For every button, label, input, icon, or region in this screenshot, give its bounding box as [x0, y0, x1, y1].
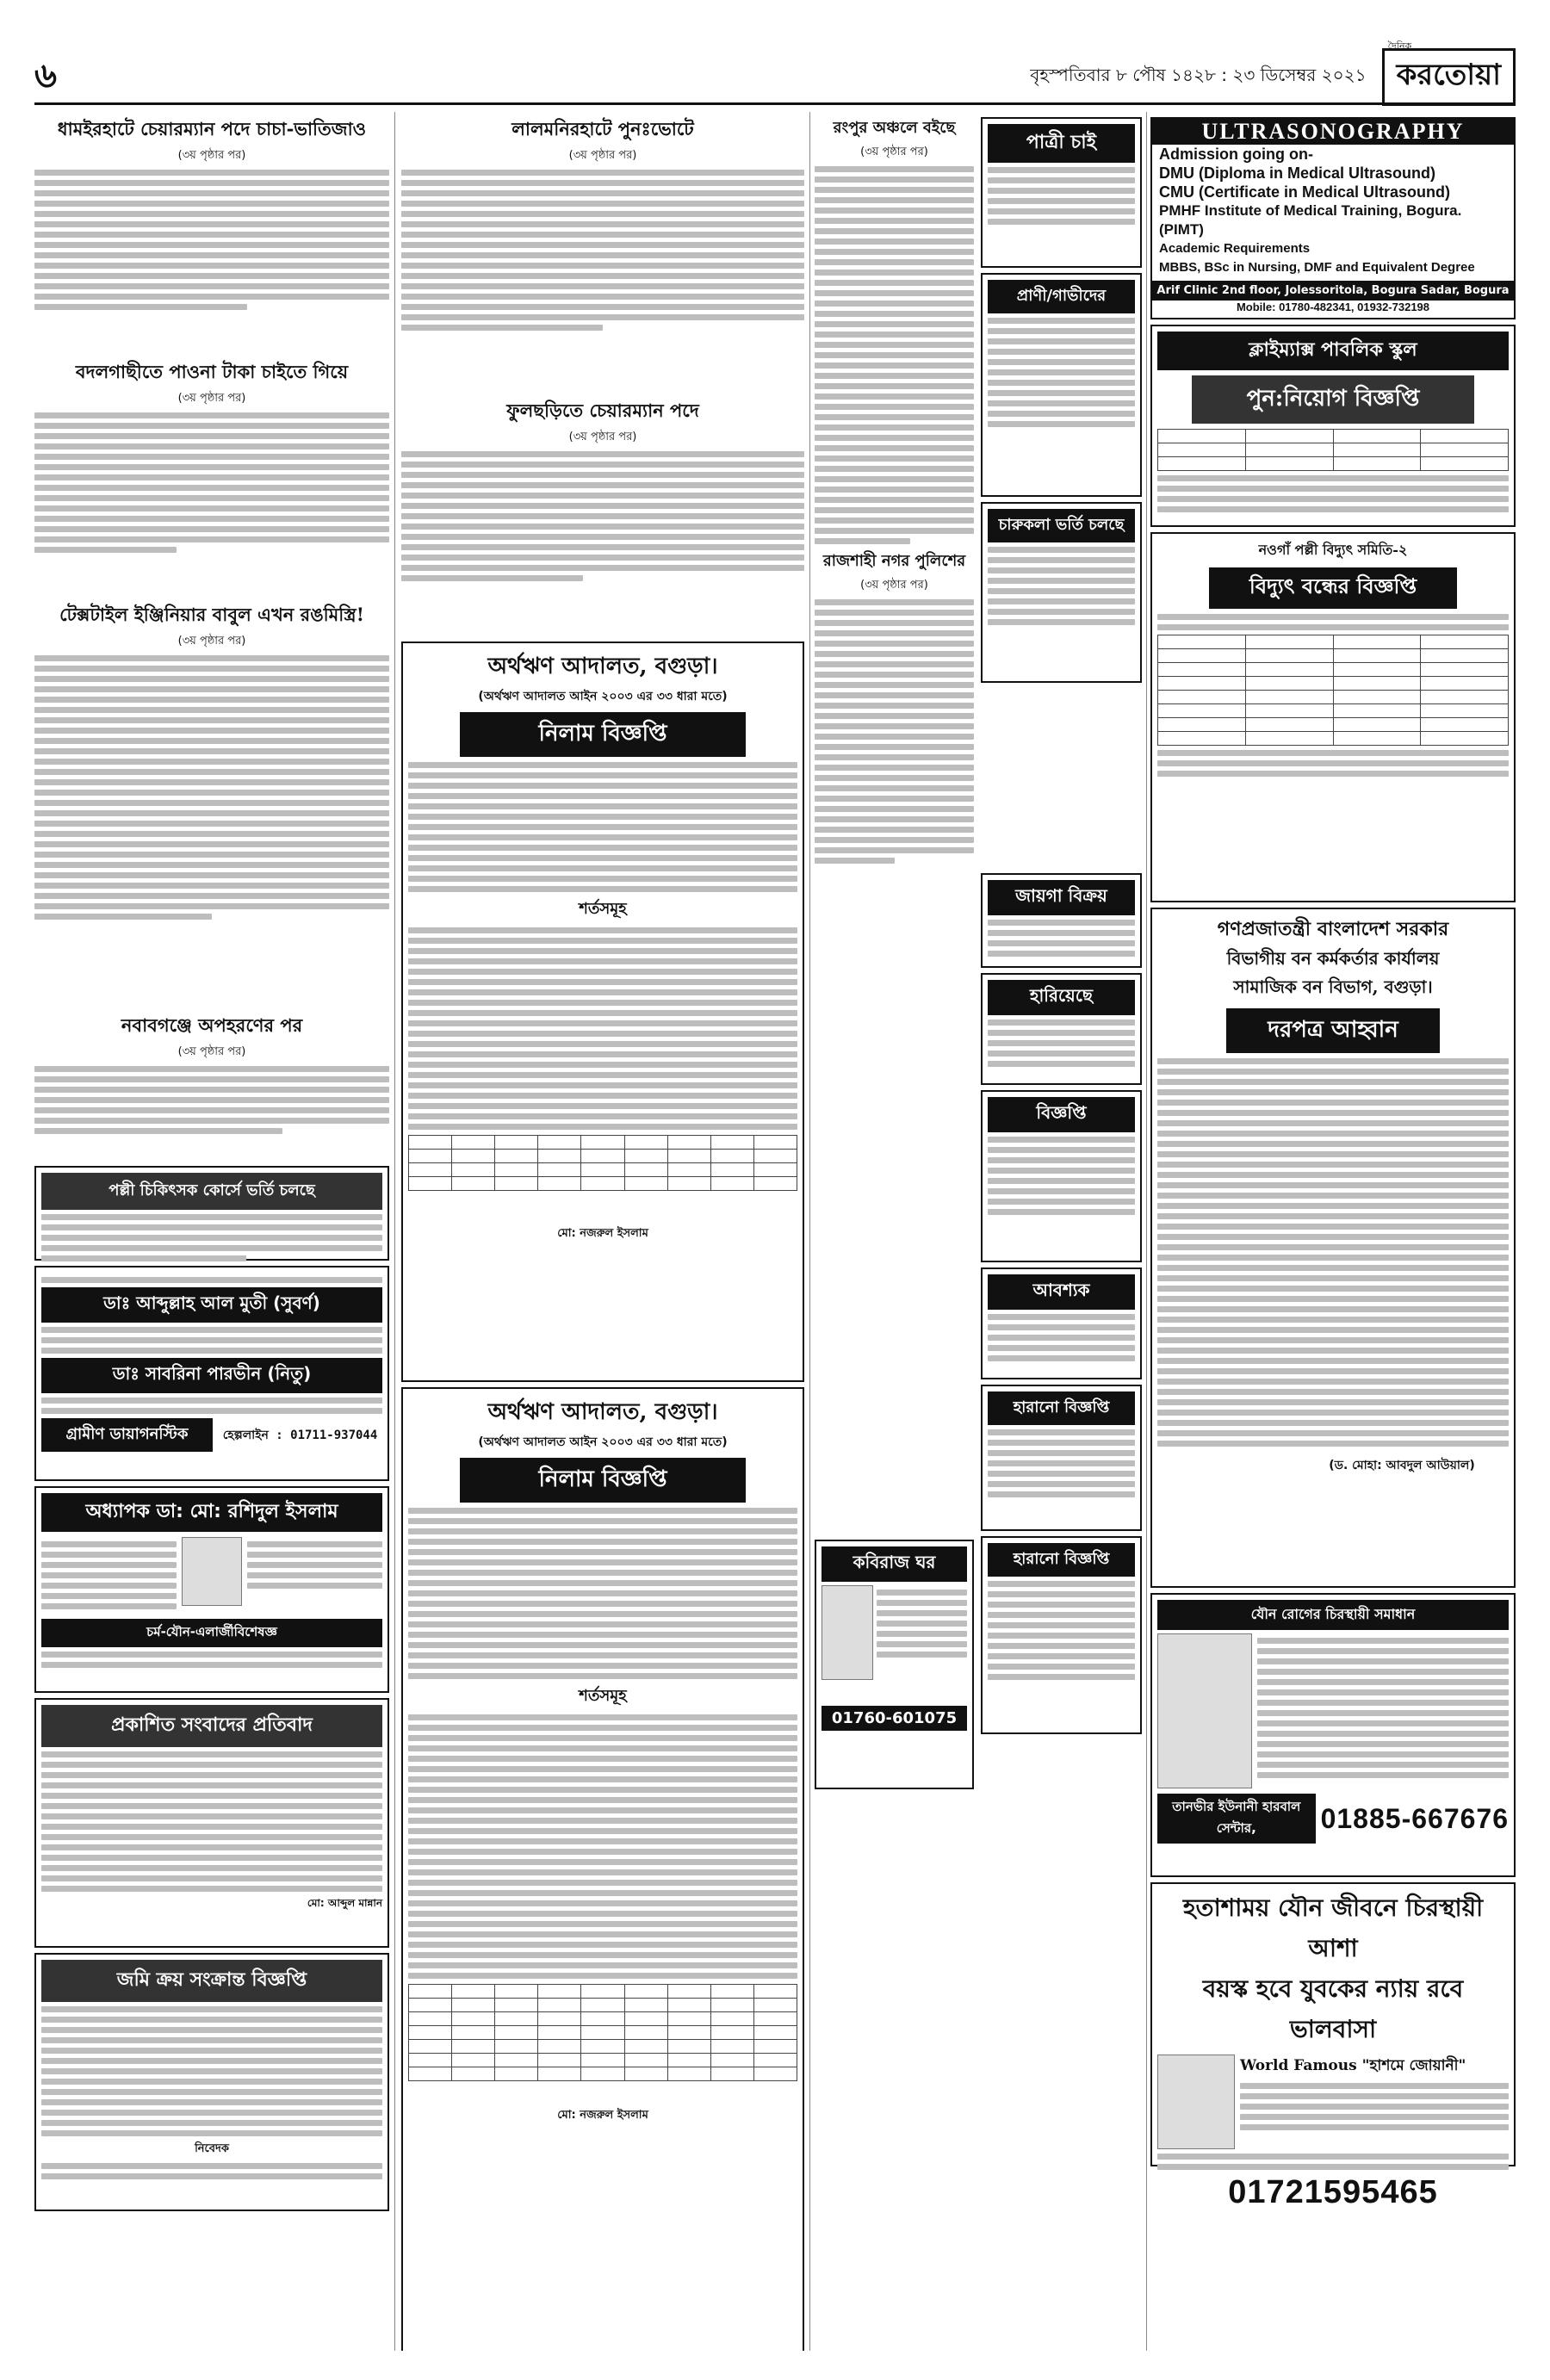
ad-course: পল্লী চিকিৎসক কোর্সে ভর্তি চলছে	[34, 1166, 389, 1261]
column-3: রংপুর অঞ্চলে বইছে (৩য় পৃষ্ঠার পর) রাজশাহী নগর পুলিশের (৩য় পৃষ্ঠার পর) পাত্রী চাই প্রাণী/গাভীদের চারুকলা ভর্তি চলছে কবিরাজ ঘর 01760-601075 জায়গা বিক্রয় হারিয়েছে বিজ্ঞপ্তি আবশ্যক হারানো বিজ্ঞপ্তি হারানো বিজ্ঞপ্তি	[815, 112, 1142, 2351]
auction-notice-1: অর্থঋণ আদালত, বগুড়া। (অর্থঋণ আদালত আইন ২০০৩ এর ৩৩ ধারা মতে) নিলাম বিজ্ঞপ্তি শর্তসমূহ মো: নজরুল ইসলাম	[401, 641, 804, 1382]
article-body	[34, 1066, 389, 1161]
auction-table	[408, 1984, 797, 2081]
article-headline: রাজশাহী নগর পুলিশের	[822, 552, 966, 570]
article-body	[34, 655, 389, 1008]
article-headline: বদলগাছীতে পাওনা টাকা চাইতে গিয়ে	[75, 361, 349, 382]
issue-date: বৃহস্পতিবার ৮ পৌষ ১৪২৮ : ২৩ ডিসেম্বর ২০২১	[1030, 65, 1367, 85]
article-body	[815, 166, 974, 544]
column-1	[34, 112, 389, 2351]
paper-logo: দৈনিক করতোয়া	[1382, 48, 1516, 106]
article-continuation: (৩য় পৃষ্ঠার পর)	[177, 1045, 246, 1058]
article-headline: লালমনিরহাটে পুনঃভোটে	[512, 118, 694, 139]
article-continuation: (৩য় পৃষ্ঠার পর)	[177, 149, 246, 162]
ad-herbal: যৌন রোগের চিরস্থায়ী সমাধান তানভীর ইউনানী হারবাল সেন্টার, 01885-667676	[1150, 1593, 1516, 1877]
ad-doctors: ডাঃ আব্দুল্লাহ আল মুতী (সুবর্ণ) ডাঃ সাবরিনা পারভীন (নিতু) গ্রামীণ ডায়াগনস্টিক হেল্পলাইন : 01711-937044	[34, 1266, 389, 1481]
ad-hashme-joani: হতাশাময় যৌন জীবনে চিরস্থায়ী আশা বয়স্ক হবে যুবকের ন্যায় রবে ভালবাসা World Famous "হাশমে জোয়ানী" 01721595465	[1150, 1882, 1516, 2166]
ad-professor: অধ্যাপক ডা: মো: রশিদুল ইসলাম চর্ম-যৌন-এলার্জীবিশেষজ্ঞ	[34, 1486, 389, 1693]
ad-power-outage: নওগাঁ পল্লী বিদ্যুৎ সমিতি-২ বিদ্যুৎ বন্ধের বিজ্ঞপ্তি	[1150, 532, 1516, 902]
ad-school-recruitment: ক্লাইম্যাক্স পাবলিক স্কুল পুন:নিয়োগ বিজ্ঞপ্তি	[1150, 325, 1516, 527]
ad-ultrasonography: ULTRASONOGRAPHY Admission going on- DMU (Diploma in Medical Ultrasound) CMU (Certificate in Medical Ultrasound) PMHF Institute of Medical Training, Bogura. (PIMT) Academic Requirements MBBS, BSc in Nursing, DMF and Equivalent Degree Arif Clinic 2nd floor, Jolessoritola, Bogura Sadar, Bogura Mobile: 01780-482341, 01932-732198	[1150, 117, 1516, 319]
ad-protest: প্রকাশিত সংবাদের প্রতিবাদ মো: আব্দুল মান্নান	[34, 1698, 389, 1948]
ad-land-sale: জায়গা বিক্রয়	[981, 873, 1142, 968]
article-headline: টেক্সটাইল ইঞ্জিনিয়ার বাবুল এখন রঙমিস্ত্রি!	[59, 604, 364, 625]
article-continuation: (৩য় পৃষ্ঠার পর)	[177, 635, 246, 648]
ad-land: জমি ক্রয় সংক্রান্ত বিজ্ঞপ্তি নিবেদক	[34, 1953, 389, 2211]
article-headline: ধামইরহাটে চেয়ারম্যান পদে চাচা-ভাতিজাও	[57, 118, 367, 139]
product-image	[1157, 1633, 1252, 1788]
ad-kobiraj: কবিরাজ ঘর 01760-601075	[815, 1540, 974, 1789]
auction-notice-2: অর্থঋণ আদালত, বগুড়া। (অর্থঋণ আদালত আইন ২০০৩ এর ৩৩ ধারা মতে) নিলাম বিজ্ঞপ্তি শর্তসমূহ মো: নজরুল ইসলাম	[401, 1387, 804, 2351]
auction-table	[408, 1135, 797, 1191]
ad-animal: প্রাণী/গাভীদের	[981, 273, 1142, 497]
ad-lost-notice-2: হারানো বিজ্ঞপ্তি	[981, 1536, 1142, 1734]
ad-notice: বিজ্ঞপ্তি	[981, 1090, 1142, 1262]
column-4	[1150, 112, 1516, 2351]
article-continuation: (৩য় পৃষ্ঠার পর)	[177, 392, 246, 405]
ad-wanted: আবশ্যক	[981, 1267, 1142, 1379]
article-body	[815, 599, 974, 864]
doctor-photo	[182, 1537, 242, 1606]
ad-lost: হারিয়েছে	[981, 973, 1142, 1085]
portrait-image	[1157, 2055, 1235, 2149]
article-body	[401, 451, 804, 636]
ad-lost-notice-1: হারানো বিজ্ঞপ্তি	[981, 1385, 1142, 1531]
article-body	[34, 412, 389, 598]
ad-bride-wanted: পাত্রী চাই	[981, 117, 1142, 268]
article-headline: ফুলছড়িতে চেয়ারম্যান পদে	[506, 400, 699, 421]
article-headline: রংপুর অঞ্চলে বইছে	[833, 119, 956, 137]
article-headline: নবাবগঞ্জে অপহরণের পর	[121, 1014, 303, 1036]
medicine-bottle-image	[822, 1585, 873, 1680]
article-body	[401, 170, 804, 394]
ad-forest-tender: গণপ্রজাতন্ত্রী বাংলাদেশ সরকার বিভাগীয় বন কর্মকর্তার কার্যালয় সামাজিক বন বিভাগ, বগুড়া। দরপত্র আহ্বান (ড. মোহা: আবদুল আউয়াল)	[1150, 908, 1516, 1588]
article-body	[34, 170, 389, 355]
masthead	[34, 40, 1516, 105]
ad-art-admission: চারুকলা ভর্তি চলছে	[981, 502, 1142, 683]
column-2: লালমনিরহাটে পুনঃভোটে (৩য় পৃষ্ঠার পর) ফুলছড়িতে চেয়ারম্যান পদে (৩য় পৃষ্ঠার পর) অর্থঋণ আদালত, বগুড়া। (অর্থঋণ আদালত আইন ২০০৩ এর ৩৩ ধারা মতে) নিলাম বিজ্ঞপ্তি শর্তসমূহ মো: নজরুল ইসলাম অর্থঋণ আদালত, বগুড়া। (অর্থঋণ আদালত আইন ২০০৩ এর ৩৩ ধারা মতে) নিলাম বিজ্ঞপ্তি শর্তসমূহ মো: নজরুল ইসলাম	[401, 112, 804, 2351]
page-number: ৬	[34, 55, 58, 96]
